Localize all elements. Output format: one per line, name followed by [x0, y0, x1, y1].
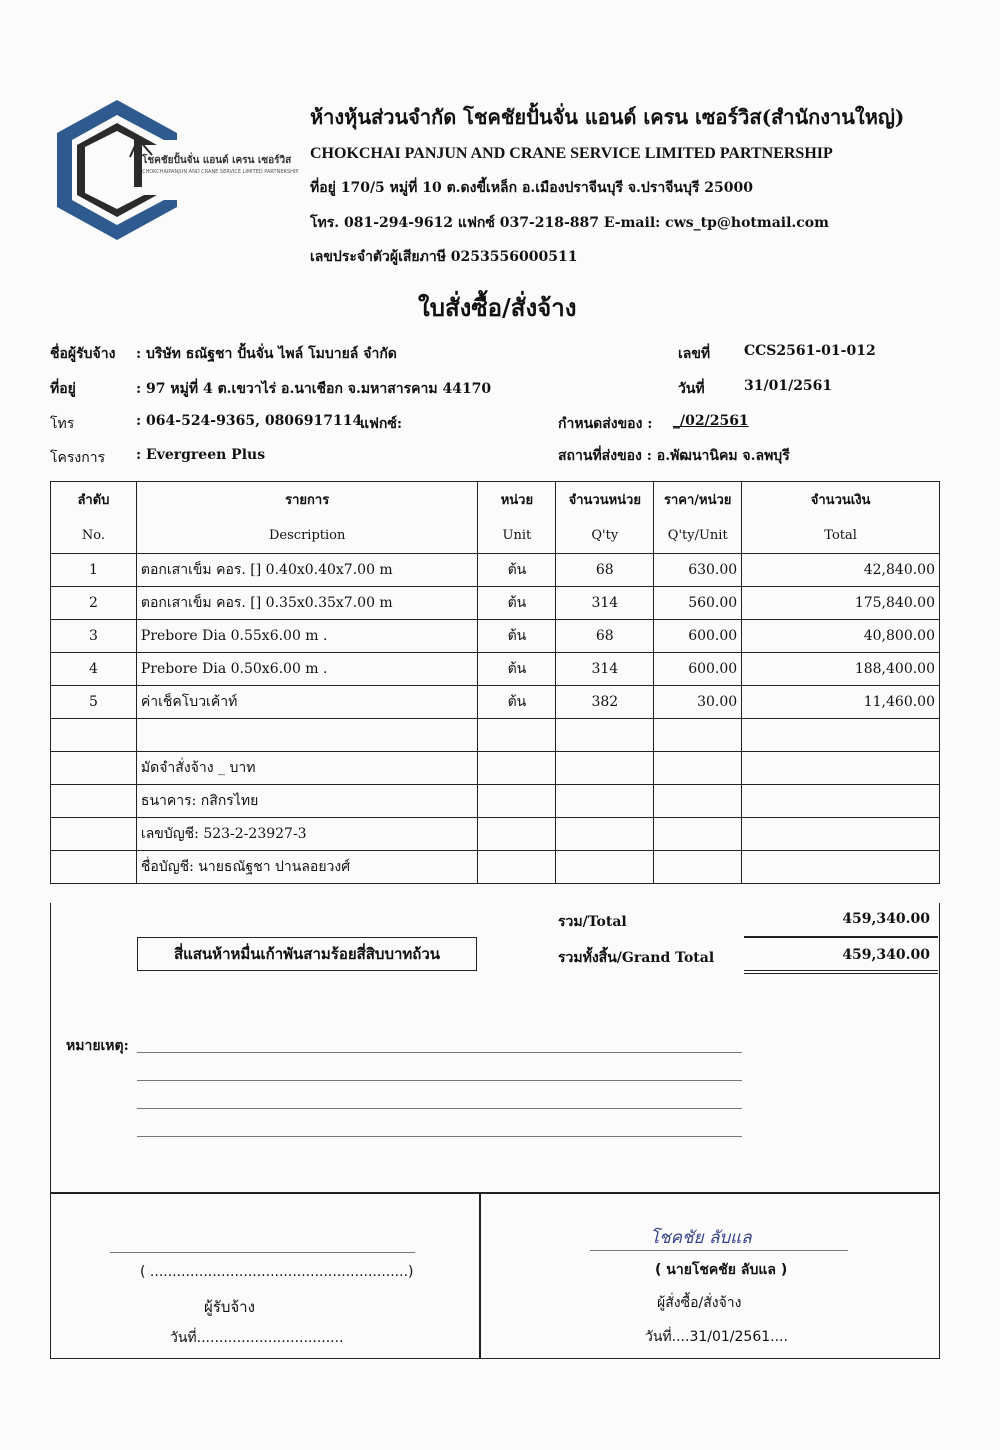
- header-price-th: ราคา/หน่วย: [654, 482, 742, 518]
- delivery-place: สถานที่ส่งของ : อ.พัฒนานิคม จ.ลพบุรี: [558, 448, 790, 464]
- row-unit: ต้น: [478, 653, 556, 686]
- bank-note: ธนาคาร: กสิกรไทย: [136, 785, 478, 818]
- company-logo: [52, 95, 299, 245]
- contractor-name-blank: ( ..........................................................): [140, 1264, 414, 1280]
- header-price-en: Q'ty/Unit: [654, 518, 742, 554]
- orderer-sign-date: วันที่....31/01/2561....: [645, 1329, 788, 1345]
- row-price: 560.00: [654, 587, 742, 620]
- row-desc: Prebore Dia 0.50x6.00 m .: [136, 653, 478, 686]
- table-row: [51, 554, 940, 587]
- contractor-name-label: ชื่อผู้รับจ้าง: [50, 346, 116, 362]
- grand-total-label: รวมทั้งสิ้น/Grand Total: [558, 950, 715, 966]
- table-row: [51, 620, 940, 653]
- doc-date: 31/01/2561: [744, 378, 833, 394]
- row-no: 2: [51, 587, 137, 620]
- logo-subtext: CHOKCHAIPANJUN AND CRANE SERVICE LIMITED PARTNERSHIP: [142, 169, 299, 175]
- contractor-address-label: ที่อยู่: [50, 381, 76, 397]
- remarks-line-1: [137, 1052, 742, 1053]
- company-name-th: ห้างหุ้นส่วนจำกัด โชคชัยปั้นจั่น แอนด์ เครน เซอร์วิส(สำนักงานใหญ่): [310, 105, 905, 129]
- contractor-fax-label: แฟกซ์:: [360, 416, 403, 432]
- header-no-th: ลำดับ: [51, 482, 137, 518]
- remarks-label: หมายเหตุ:: [66, 1038, 129, 1054]
- row-unit: ต้น: [478, 620, 556, 653]
- header-no-en: No.: [51, 518, 137, 554]
- row-desc: ตอกเสาเข็ม คอร. [] 0.40x0.40x7.00 m: [136, 554, 478, 587]
- doc-number-label: เลขที่: [678, 346, 711, 362]
- contractor-phone: : 064-524-9365, 0806917114: [136, 413, 363, 429]
- row-total: 42,840.00: [742, 554, 940, 587]
- row-desc: ค่าเช็คโบวเค้าท์: [136, 686, 478, 719]
- signature-divider: [479, 1192, 481, 1358]
- delivery-due-label: กำหนดส่งของ :: [558, 416, 653, 432]
- remarks-line-3: [137, 1108, 742, 1109]
- row-qty: 314: [556, 653, 654, 686]
- row-qty: 314: [556, 587, 654, 620]
- contractor-role: ผู้รับจ้าง: [204, 1298, 255, 1316]
- company-tax-id: เลขประจำตัวผู้เสียภาษี 0253556000511: [310, 249, 578, 265]
- row-price: 600.00: [654, 620, 742, 653]
- row-qty: 68: [556, 620, 654, 653]
- company-name-en: CHOKCHAI PANJUN AND CRANE SERVICE LIMITED PARTNERSHIP: [310, 145, 833, 162]
- header-qty-en: Q'ty: [556, 518, 654, 554]
- row-unit: ต้น: [478, 554, 556, 587]
- row-desc: ตอกเสาเข็ม คอร. [] 0.35x0.35x7.00 m: [136, 587, 478, 620]
- header-unit-en: Unit: [478, 518, 556, 554]
- orderer-signature-line: [590, 1250, 848, 1251]
- row-total: 11,460.00: [742, 686, 940, 719]
- table-row-note: [51, 785, 940, 818]
- total-label: รวม/Total: [558, 914, 627, 930]
- contractor-name: : บริษัท ธณัฐชา ปั้นจั่น ไพล์ โมบายล์ จำกัด: [136, 346, 397, 362]
- header-desc-en: Description: [136, 518, 478, 554]
- logo-text: โชคชัยปั้นจั่น แอนด์ เครน เซอร์วิส: [142, 155, 292, 166]
- row-no: 5: [51, 686, 137, 719]
- table-row: [51, 653, 940, 686]
- table-row: [51, 587, 940, 620]
- remarks-line-2: [137, 1080, 742, 1081]
- deposit-note: มัดจำสั่งจ้าง _ บาท: [136, 752, 478, 785]
- contractor-phone-label: โทร: [50, 416, 75, 432]
- orderer-role: ผู้สั่งซื้อ/สั่งจ้าง: [657, 1295, 742, 1311]
- header-total-en: Total: [742, 518, 940, 554]
- delivery-due: _/02/2561: [673, 413, 749, 429]
- project-name: : Evergreen Plus: [136, 447, 266, 463]
- row-qty: 68: [556, 554, 654, 587]
- header-qty-th: จำนวนหน่วย: [556, 482, 654, 518]
- header-unit-th: หน่วย: [478, 482, 556, 518]
- orderer-name: ( นายโชคชัย ลับแล ): [655, 1262, 788, 1278]
- grand-total-underline: [744, 970, 938, 971]
- contractor-signature-line: [110, 1252, 415, 1253]
- table-row-note: [51, 818, 940, 851]
- document-title: ใบสั่งซื้อ/สั่งจ้าง: [418, 293, 577, 322]
- project-label: โครงการ: [50, 450, 106, 466]
- account-number-note: เลขบัญชี: 523-2-23927-3: [136, 818, 478, 851]
- header-total-th: จำนวนเงิน: [742, 482, 940, 518]
- company-address: ที่อยู่ 170/5 หมู่ที่ 10 ต.ดงขี้เหล็ก อ.เมืองปราจีนบุรี จ.ปราจีนบุรี 25000: [310, 180, 753, 196]
- remarks-line-4: [137, 1136, 742, 1137]
- table-row: [51, 686, 940, 719]
- items-table: [50, 481, 940, 884]
- contractor-sign-date: วันที่.................................: [170, 1330, 344, 1346]
- doc-number: CCS2561-01-012: [744, 343, 876, 359]
- contractor-address: : 97 หมู่ที่ 4 ต.เขวาไร่ อ.นาเชือก จ.มหาสารคาม 44170: [136, 381, 492, 397]
- total-value: 459,340.00: [842, 911, 930, 927]
- row-price: 630.00: [654, 554, 742, 587]
- row-price: 600.00: [654, 653, 742, 686]
- row-qty: 382: [556, 686, 654, 719]
- row-price: 30.00: [654, 686, 742, 719]
- doc-date-label: วันที่: [678, 381, 705, 397]
- row-desc: Prebore Dia 0.55x6.00 m .: [136, 620, 478, 653]
- grand-total-value: 459,340.00: [842, 947, 930, 963]
- row-total: 40,800.00: [742, 620, 940, 653]
- total-divider: [744, 936, 938, 938]
- table-row-note: [51, 752, 940, 785]
- table-row-empty: [51, 719, 940, 752]
- row-no: 3: [51, 620, 137, 653]
- amount-in-words: สี่แสนห้าหมื่นเก้าพันสามร้อยสี่สิบบาทถ้วน: [137, 937, 477, 971]
- grand-total-underline-2: [744, 973, 938, 974]
- row-total: 175,840.00: [742, 587, 940, 620]
- row-unit: ต้น: [478, 686, 556, 719]
- row-no: 4: [51, 653, 137, 686]
- header-desc-th: รายการ: [136, 482, 478, 518]
- table-row-note: [51, 851, 940, 884]
- row-total: 188,400.00: [742, 653, 940, 686]
- row-unit: ต้น: [478, 587, 556, 620]
- row-no: 1: [51, 554, 137, 587]
- orderer-signature: โชคชัย ลับแล: [650, 1228, 752, 1248]
- account-name-note: ชื่อบัญชี: นายธณัฐชา ปานลอยวงศ์: [136, 851, 478, 884]
- company-contact: โทร. 081-294-9612 แฟกซ์ 037-218-887 E-mail: cws_tp@hotmail.com: [310, 215, 829, 231]
